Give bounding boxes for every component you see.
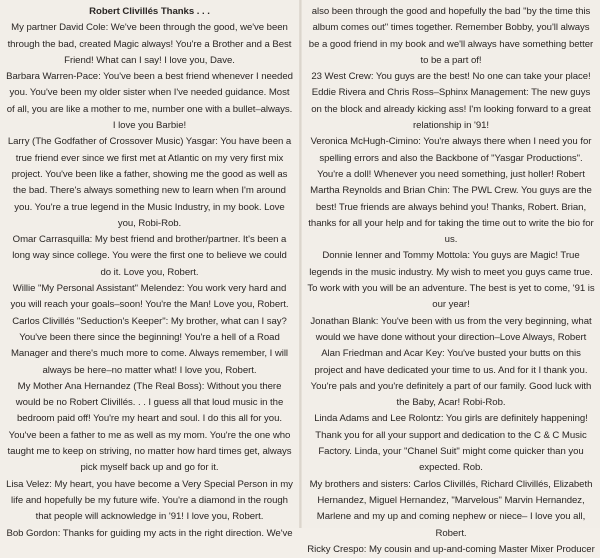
left-column — [6, 4, 293, 542]
thanks-paragraph: Donnie Ienner and Tommy Mottola: You guys are Magic! True legends in the music industry. My wish to meet you guys came true. To work with you will be an adventure. The best is yet to come, '91 is our year! — [307, 250, 595, 311]
thanks-paragraph: Linda Adams and Lee Rolontz: You girls are definitely happening! Thank you for all your support and dedication to the C & C Music Factory. Linda, your "Chanel Suit" might come quicker than you expected. Rob. — [314, 413, 588, 474]
thanks-paragraph: Barbara Warren-Pace: You've been a best friend whenever I needed you. You've been my older sister when I've needed guidance. Most of all, you are like a mother to me, number one with a bullet–always. I love you Barbie! — [6, 71, 293, 132]
thanks-paragraph: Veronica McHugh-Cimino: You're always there when I need you for spelling errors and also the Backbone of "Yasgar Productions". You're a doll! Whenever you need something, just holler! Robert — [310, 136, 592, 180]
right-column — [306, 4, 596, 558]
thanks-paragraph: Ricky Crespo: My cousin and up-and-coming Master Mixer Producer — [307, 543, 595, 555]
thanks-paragraph: My Mother Ana Hernandez (The Real Boss): Without you there would be no Robert Clivillés. . . I guess all that loud music in the bedroom paid off! You're my heart and soul. I do this all for you. You've been a father to me as well as my mom. You're the one who taught me to keep on striving, no matter how hard times get, always pick myself back up and go for it. — [7, 380, 292, 474]
thanks-paragraph: My brothers and sisters: Carlos Clivillés, Richard Clivillés, Elizabeth Hernandez, Miguel Hernandez, "Marvelous" Marvin Hernandez, Marlene and my up and coming nephew or niece– I love you all, Robert. — [309, 478, 593, 539]
thanks-paragraph: Martha Reynolds and Brian Chin: The PWL Crew. You guys are the best! True friends are always behind you! Thanks, Robert. Brian, thanks for all your help and for taking the time out to write the bio for us. — [308, 185, 594, 246]
thanks-paragraph: Lisa Velez: My heart, you have become a Very Special Person in my life and hopefully be my future wife. You're a diamond in the rough that people will acknowledge in '91! I love you, Robert. — [6, 478, 293, 523]
thanks-paragraph: Eddie Rivera and Chris Ross–Sphinx Management: The new guys on the block and already kicking ass! I'm looking forward to a great relationship in '91! — [311, 87, 591, 132]
thanks-paragraph: Alan Friedman and Acar Key: You've busted your butts on this project and have dedicated your time to us. And for it I thank you. You're pals and you're definitely a part of our family. Good luck with the Baby, Acar! Robi-Rob. — [310, 348, 592, 409]
thanks-title: Robert Clivillés Thanks . . . — [89, 6, 210, 17]
thanks-paragraph: Larry (The Godfather of Crossover Music) Yasgar: You have been a true friend ever since we first met at Atlantic on my very first mix project. You've been like a father, showing me the good as well as the bad. There's always something new to learn when I'm around you. You're a true legend in the Music Industry, in my book. Love you, Robi-Rob. — [7, 136, 292, 229]
thanks-paragraph: Carlos Clivillés "Seduction's Keeper": My brother, what can I say? You've been there since the beginning! You're a hell of a Road Manager and there's much more to come. Always remember, I will always be here–no matter what! I love you, Robert. — [10, 315, 289, 376]
thanks-paragraph: My partner David Cole: We've been through the good, we've been through the bad, created Magic always! You're a Brother and a Best Friend! What can I say! I love you, Dave. — [7, 22, 292, 66]
thanks-paragraph: Jonathan Blank: You've been with us from the very beginning, what would we have done without your direction–Love Always, Robert — [310, 315, 592, 343]
thanks-paragraph: also been through the good and hopefully the bad "by the time this album comes out" times together. Remember Bobby, you'll always be a good friend in my book and we'll always have something better to be a part of! — [308, 6, 594, 66]
thanks-paragraph: Willie "My Personal Assistant" Melendez: You work very hard and you will reach your goals–soon! You're the Man! Love you, Robert. — [10, 283, 289, 311]
thanks-paragraph: Omar Carrasquilla: My best friend and brother/partner. It's been a long way since college. You were the first one to believe we could do it. Love you, Robert. — [12, 234, 287, 278]
thanks-paragraph: 23 West Crew: You guys are the best! No one can take your place! — [311, 71, 591, 83]
thanks-paragraph: Bob Gordon: Thanks for guiding my acts in the right direction. We've — [6, 527, 293, 539]
page-fold-divider — [299, 0, 302, 528]
